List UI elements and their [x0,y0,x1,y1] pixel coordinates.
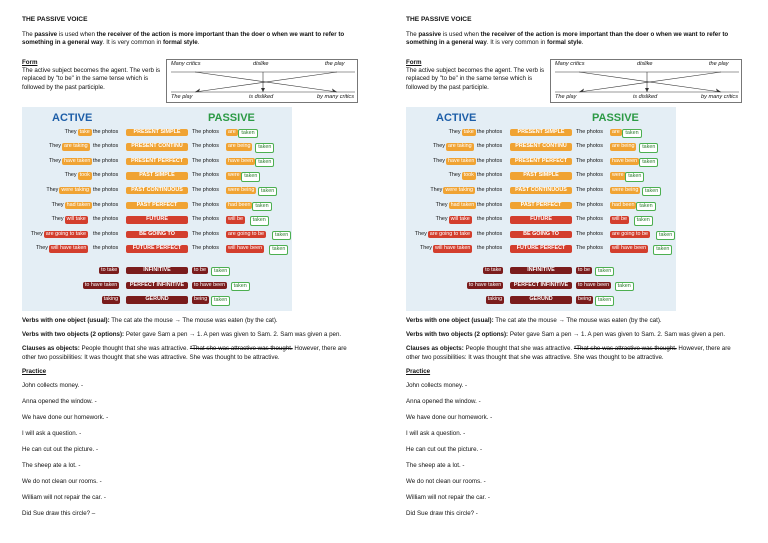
tense-label: PAST SIMPLE [126,172,188,179]
active-object: the photos [477,128,503,135]
tense-label: FUTURE PERFECT [126,245,188,252]
passive-subject: The photos [576,157,603,164]
active-subject: They [64,128,77,135]
tense-label: PAST PERFECT [126,202,188,209]
active-object: the photos [477,216,503,223]
passive-participle: taken [639,143,658,152]
passive-subject: The photos [192,157,219,164]
active-subject: They [49,143,61,150]
intro-text: . [197,39,200,47]
active-subject: They [435,216,448,223]
diagram-subject: Many critics [555,60,585,67]
passive-participle: taken [642,187,661,196]
passive-subject: The photos [192,201,219,208]
passive-heading: PASSIVE [592,111,639,124]
tense-label: PRESENT PERFECT [510,158,572,165]
intro-text: . [581,39,584,47]
passive-subject: The photos [576,172,603,179]
practice-heading: Practice [406,368,431,376]
practice-item: Did Sue draw this circle? - [406,510,478,518]
nonfinite-active: to take [101,267,118,273]
intro-bold-formal: formal style [162,39,198,47]
active-object: the photos [93,216,119,223]
verbs-two-objects [22,331,357,339]
nonfinite-form: INFINITIVE [126,267,188,274]
passive-subject: The photos [192,245,219,252]
passive-subject: The photos [192,172,219,179]
active-verb: were taking [61,187,89,193]
tense-row [22,243,292,255]
tense-row [406,127,676,139]
tense-label: FUTURE [510,216,572,223]
passive-participle: taken [636,202,655,211]
active-subject: They [433,157,445,164]
clauses-text-2: However, there are other two possibilities: It was thought that she was attractive. She was thought to be attractive. [22,345,347,361]
practice-item: I will ask a question. - [22,430,82,438]
passive-be: are going to be [612,230,648,237]
passive-be: were [612,172,624,179]
clauses-text: People thought that she was attractive. [463,345,574,353]
verbs-one-label: Verbs with one object (usual): [406,316,494,324]
passive-subject: The photos [576,230,603,237]
tense-label: PRESENT SIMPLE [126,129,188,136]
active-heading: ACTIVE [436,111,477,124]
clauses-label: Clauses as objects: [22,345,80,353]
practice-heading: Practice [22,368,47,376]
active-verb: are taking [64,143,88,150]
diagram-subject: Many critics [171,60,201,67]
active-heading: ACTIVE [52,111,93,124]
clauses-as-objects [22,345,357,362]
tense-label: PAST PERFECT [510,202,572,209]
nonfinite-participle: taken [615,282,634,291]
passive-be: are [612,128,620,135]
diagram-passive-subject: The play [171,93,193,100]
passive-participle: taken [241,172,260,181]
active-verb: took [79,172,90,179]
verbs-two-label: Verbs with two objects (2 options): [406,330,509,338]
verbs-two-example: Peter gave Sam a pen → 1. A pen was given to Sam. 2. Sam was given a pen. [124,330,342,338]
tense-label: FUTURE [126,216,188,223]
active-subject: They [430,187,443,193]
tense-label: PRESENT PERFECT [126,158,188,165]
active-verb: had taken [450,201,475,208]
nonfinite-form: PERFECT INFINITIVE [510,282,572,289]
tense-row [406,200,676,212]
active-object: the photos [477,201,503,208]
tense-row [406,156,676,168]
active-verb: have taken [448,157,475,164]
tense-row [22,214,292,226]
nonfinite-form: GERUND [126,296,188,303]
practice-list [22,382,357,518]
active-subject: They [36,245,48,252]
clauses-text: People thought that she was attractive. [79,345,190,353]
tense-label: FUTURE PERFECT [510,245,572,252]
passive-be: are being [612,143,635,150]
active-object: the photos [477,230,503,237]
practice-list [406,382,741,518]
diagram-passive-verb: is disliked [633,93,658,100]
passive-subject: The photos [192,230,219,237]
practice-item: John collects money. - [22,382,84,390]
passive-subject: The photos [576,128,603,135]
page-content [22,16,357,526]
passive-be: were being [612,187,639,193]
active-subject: They [414,230,427,237]
practice-item: He can cut out the picture. - [22,446,99,454]
active-verb: are going to take [429,230,470,237]
active-object: the photos [477,245,503,252]
passive-be: will be [612,216,627,223]
passive-subject: The photos [576,245,603,252]
nonfinite-row [406,294,676,306]
verbs-one-label: Verbs with one object (usual): [22,316,110,324]
tense-chart [22,107,292,311]
nonfinite-participle: taken [595,267,614,276]
passive-subject: The photos [576,143,603,150]
tense-row [22,185,292,197]
intro-bold-formal: formal style [546,39,582,47]
diagram-passive-subject: The play [555,93,577,100]
intro-text: is used when [441,30,481,38]
nonfinite-form: GERUND [510,296,572,303]
passive-be: have been [228,157,254,164]
nonfinite-active: taking [103,296,119,303]
form-text [406,59,551,92]
verbs-two-label: Verbs with two objects (2 options): [22,330,125,338]
passive-participle: taken [653,245,672,254]
nonfinite-be: being [194,296,208,303]
passive-subject: The photos [576,201,603,208]
passive-be: were being [228,187,255,193]
page-title: THE PASSIVE VOICE [22,16,88,23]
diagram-agent: by many critics [701,93,738,100]
active-object: the photos [93,172,119,179]
intro-text: is used when [57,30,97,38]
active-object: the photos [93,128,119,135]
transformation-diagram [166,59,358,103]
tense-label: BE GOING TO [126,231,188,238]
nonfinite-active: to take [485,267,502,273]
passive-participle: taken [255,158,274,167]
nonfinite-active: to have taken [468,281,502,288]
active-verb: are taking [448,143,472,150]
tense-label: PAST CONTINUOUS [126,187,188,194]
passive-participle: taken [250,216,269,225]
form-heading: Form [22,58,38,66]
active-object: the photos [477,157,503,164]
active-subject: They [46,187,59,193]
tense-label: PRESENT CONTINU [126,143,188,150]
explanations [406,317,741,519]
nonfinite-participle: taken [595,296,614,305]
active-subject: They [49,157,61,164]
intro-bold-definition: the receiver of the action is more important than the doer o when we want to refer to something in a general way [406,30,729,47]
tense-row [22,141,292,153]
active-object: the photos [477,172,503,179]
passive-participle: taken [272,231,291,240]
practice-item: Did Sue draw this circle? – [22,510,96,518]
practice-item: He can cut out the picture. - [406,446,483,454]
active-object: the photos [477,143,503,150]
verbs-one-object [406,317,741,325]
nonfinite-active: to have taken [84,281,118,288]
passive-subject: The photos [576,187,603,193]
tense-row [406,214,676,226]
tense-label: PAST CONTINUOUS [510,187,572,194]
verbs-one-object [22,317,357,325]
nonfinite-row [406,280,676,292]
active-verb: were taking [445,187,473,193]
nonfinite-be: to be [194,267,206,273]
tense-row [22,156,292,168]
active-subject: They [51,216,64,223]
transformation-diagram [550,59,742,103]
passive-be: will be [228,216,243,223]
tense-row [22,127,292,139]
tense-label: PAST SIMPLE [510,172,572,179]
passive-be: are [228,128,236,135]
passive-heading: PASSIVE [208,111,255,124]
active-verb: will take [66,216,86,223]
nonfinite-participle: taken [231,282,250,291]
active-verb: will take [450,216,470,223]
passive-participle: taken [252,202,271,211]
tense-row [406,141,676,153]
active-verb: have taken [64,157,91,164]
active-subject: They [448,172,461,179]
diagram-verb: dislike [253,60,269,67]
active-object: the photos [93,157,119,164]
passive-subject: The photos [192,187,219,193]
passive-participle: taken [258,187,277,196]
passive-participle: taken [269,245,288,254]
nonfinite-row [22,294,292,306]
passive-subject: The photos [192,128,219,135]
passive-participle: taken [625,172,644,181]
diagram-agent: by many critics [317,93,354,100]
active-object: the photos [477,187,503,193]
nonfinite-be: to have been [194,281,226,288]
passive-participle: taken [238,129,257,138]
intro-paragraph [22,31,352,48]
practice-item: We have done our homework. - [22,414,109,422]
active-verb: are going to take [45,230,86,237]
intro-bold-passive: passive [34,30,58,38]
passive-be: are going to be [228,230,264,237]
intro-bold-definition: the receiver of the action is more important than the doer o when we want to refer to something in a general way [22,30,345,47]
passive-be: were [228,172,240,179]
tense-row [406,170,676,182]
nonfinite-row [22,280,292,292]
tense-row [406,243,676,255]
tense-row [22,200,292,212]
nonfinite-row [406,265,676,277]
page-content [406,16,741,526]
passive-subject: The photos [192,216,219,223]
active-object: the photos [93,201,119,208]
active-verb: will have taken [51,245,87,252]
active-subject: They [448,128,461,135]
nonfinite-form: PERFECT INFINITIVE [126,282,188,289]
clauses-text-2: However, there are other two possibilities: It was thought that she was attractive. She was thought to be attractive. [406,345,731,361]
tense-chart [406,107,676,311]
active-verb: had taken [66,201,91,208]
tense-row [406,229,676,241]
intro-text: . It is very common in [102,39,163,47]
verbs-two-example: Peter gave Sam a pen → 1. A pen was given to Sam. 2. Sam was given a pen. [508,330,726,338]
practice-item: We do not clean our rooms. - [22,478,102,486]
nonfinite-be: to have been [578,281,610,288]
active-subject: They [51,201,64,208]
form-description: The active subject becomes the agent. The verb is replaced by "to be" in the same tense which is followed by the past participle. [22,66,161,91]
passive-participle: taken [255,143,274,152]
tense-label: PRESENT CONTINU [510,143,572,150]
tense-row [22,170,292,182]
passive-subject: The photos [576,216,603,223]
intro-text: The [406,30,419,38]
nonfinite-be: to be [578,267,590,273]
explanations [22,317,357,519]
clauses-incorrect-example: *That she was attractive was thought. [573,345,677,353]
nonfinite-participle: taken [211,296,230,305]
practice-item: Anna opened the window. - [406,398,481,406]
diagram-verb: dislike [637,60,653,67]
active-verb: take [79,128,90,135]
active-verb: will have taken [435,245,471,252]
clauses-incorrect-example: *That she was attractive was thought. [189,345,293,353]
tense-label: BE GOING TO [510,231,572,238]
intro-bold-passive: passive [418,30,442,38]
nonfinite-form: INFINITIVE [510,267,572,274]
practice-item: The sheep ate a lot. - [22,462,81,470]
passive-be: are being [228,143,251,150]
active-subject: They [435,201,448,208]
passive-participle: taken [656,231,675,240]
nonfinite-row [22,265,292,277]
active-object: the photos [93,245,119,252]
intro-paragraph [406,31,736,48]
worksheet-page-right [384,0,768,543]
form-section [22,59,357,105]
active-verb: take [463,128,474,135]
passive-be: had been [228,201,251,208]
practice-item: We do not clean our rooms. - [406,478,486,486]
active-subject: They [420,245,432,252]
verbs-one-example: The cat ate the mouse → The mouse was eaten (by the cat). [109,316,278,324]
passive-participle: taken [634,216,653,225]
intro-text: The [22,30,35,38]
verbs-two-objects [406,331,741,339]
practice-item: The sheep ate a lot. - [406,462,465,470]
passive-be: have been [612,157,638,164]
active-object: the photos [93,143,119,150]
active-object: the photos [93,187,119,193]
tense-row [22,229,292,241]
intro-text: . It is very common in [486,39,547,47]
practice-item: Anna opened the window. - [22,398,97,406]
nonfinite-be: being [578,296,592,303]
tense-label: PRESENT SIMPLE [510,129,572,136]
practice-item: We have done our homework. - [406,414,493,422]
form-description: The active subject becomes the agent. The verb is replaced by "to be" in the same tense which is followed by the past participle. [406,66,545,91]
active-object: the photos [93,230,119,237]
nonfinite-active: taking [487,296,503,303]
clauses-as-objects [406,345,741,362]
diagram-object: the play [325,60,345,67]
active-subject: They [30,230,43,237]
passive-be: had been [612,201,635,208]
verbs-one-example: The cat ate the mouse → The mouse was eaten (by the cat). [493,316,662,324]
nonfinite-participle: taken [211,267,230,276]
practice-item: I will ask a question. - [406,430,466,438]
form-text [22,59,167,92]
active-subject: They [433,143,445,150]
tense-row [406,185,676,197]
practice-item: John collects money. - [406,382,468,390]
passive-participle: taken [639,158,658,167]
passive-subject: The photos [192,143,219,150]
practice-item: William will not repair the car. - [406,494,490,502]
form-section [406,59,741,105]
practice-item: William will not repair the car. - [22,494,106,502]
passive-participle: taken [622,129,641,138]
diagram-object: the play [709,60,729,67]
passive-be: will have been [612,245,647,252]
diagram-passive-verb: is disliked [249,93,274,100]
passive-be: will have been [228,245,263,252]
clauses-label: Clauses as objects: [406,345,464,353]
active-verb: took [463,172,474,179]
page-title: THE PASSIVE VOICE [406,16,472,23]
active-subject: They [64,172,77,179]
form-heading: Form [406,58,422,66]
